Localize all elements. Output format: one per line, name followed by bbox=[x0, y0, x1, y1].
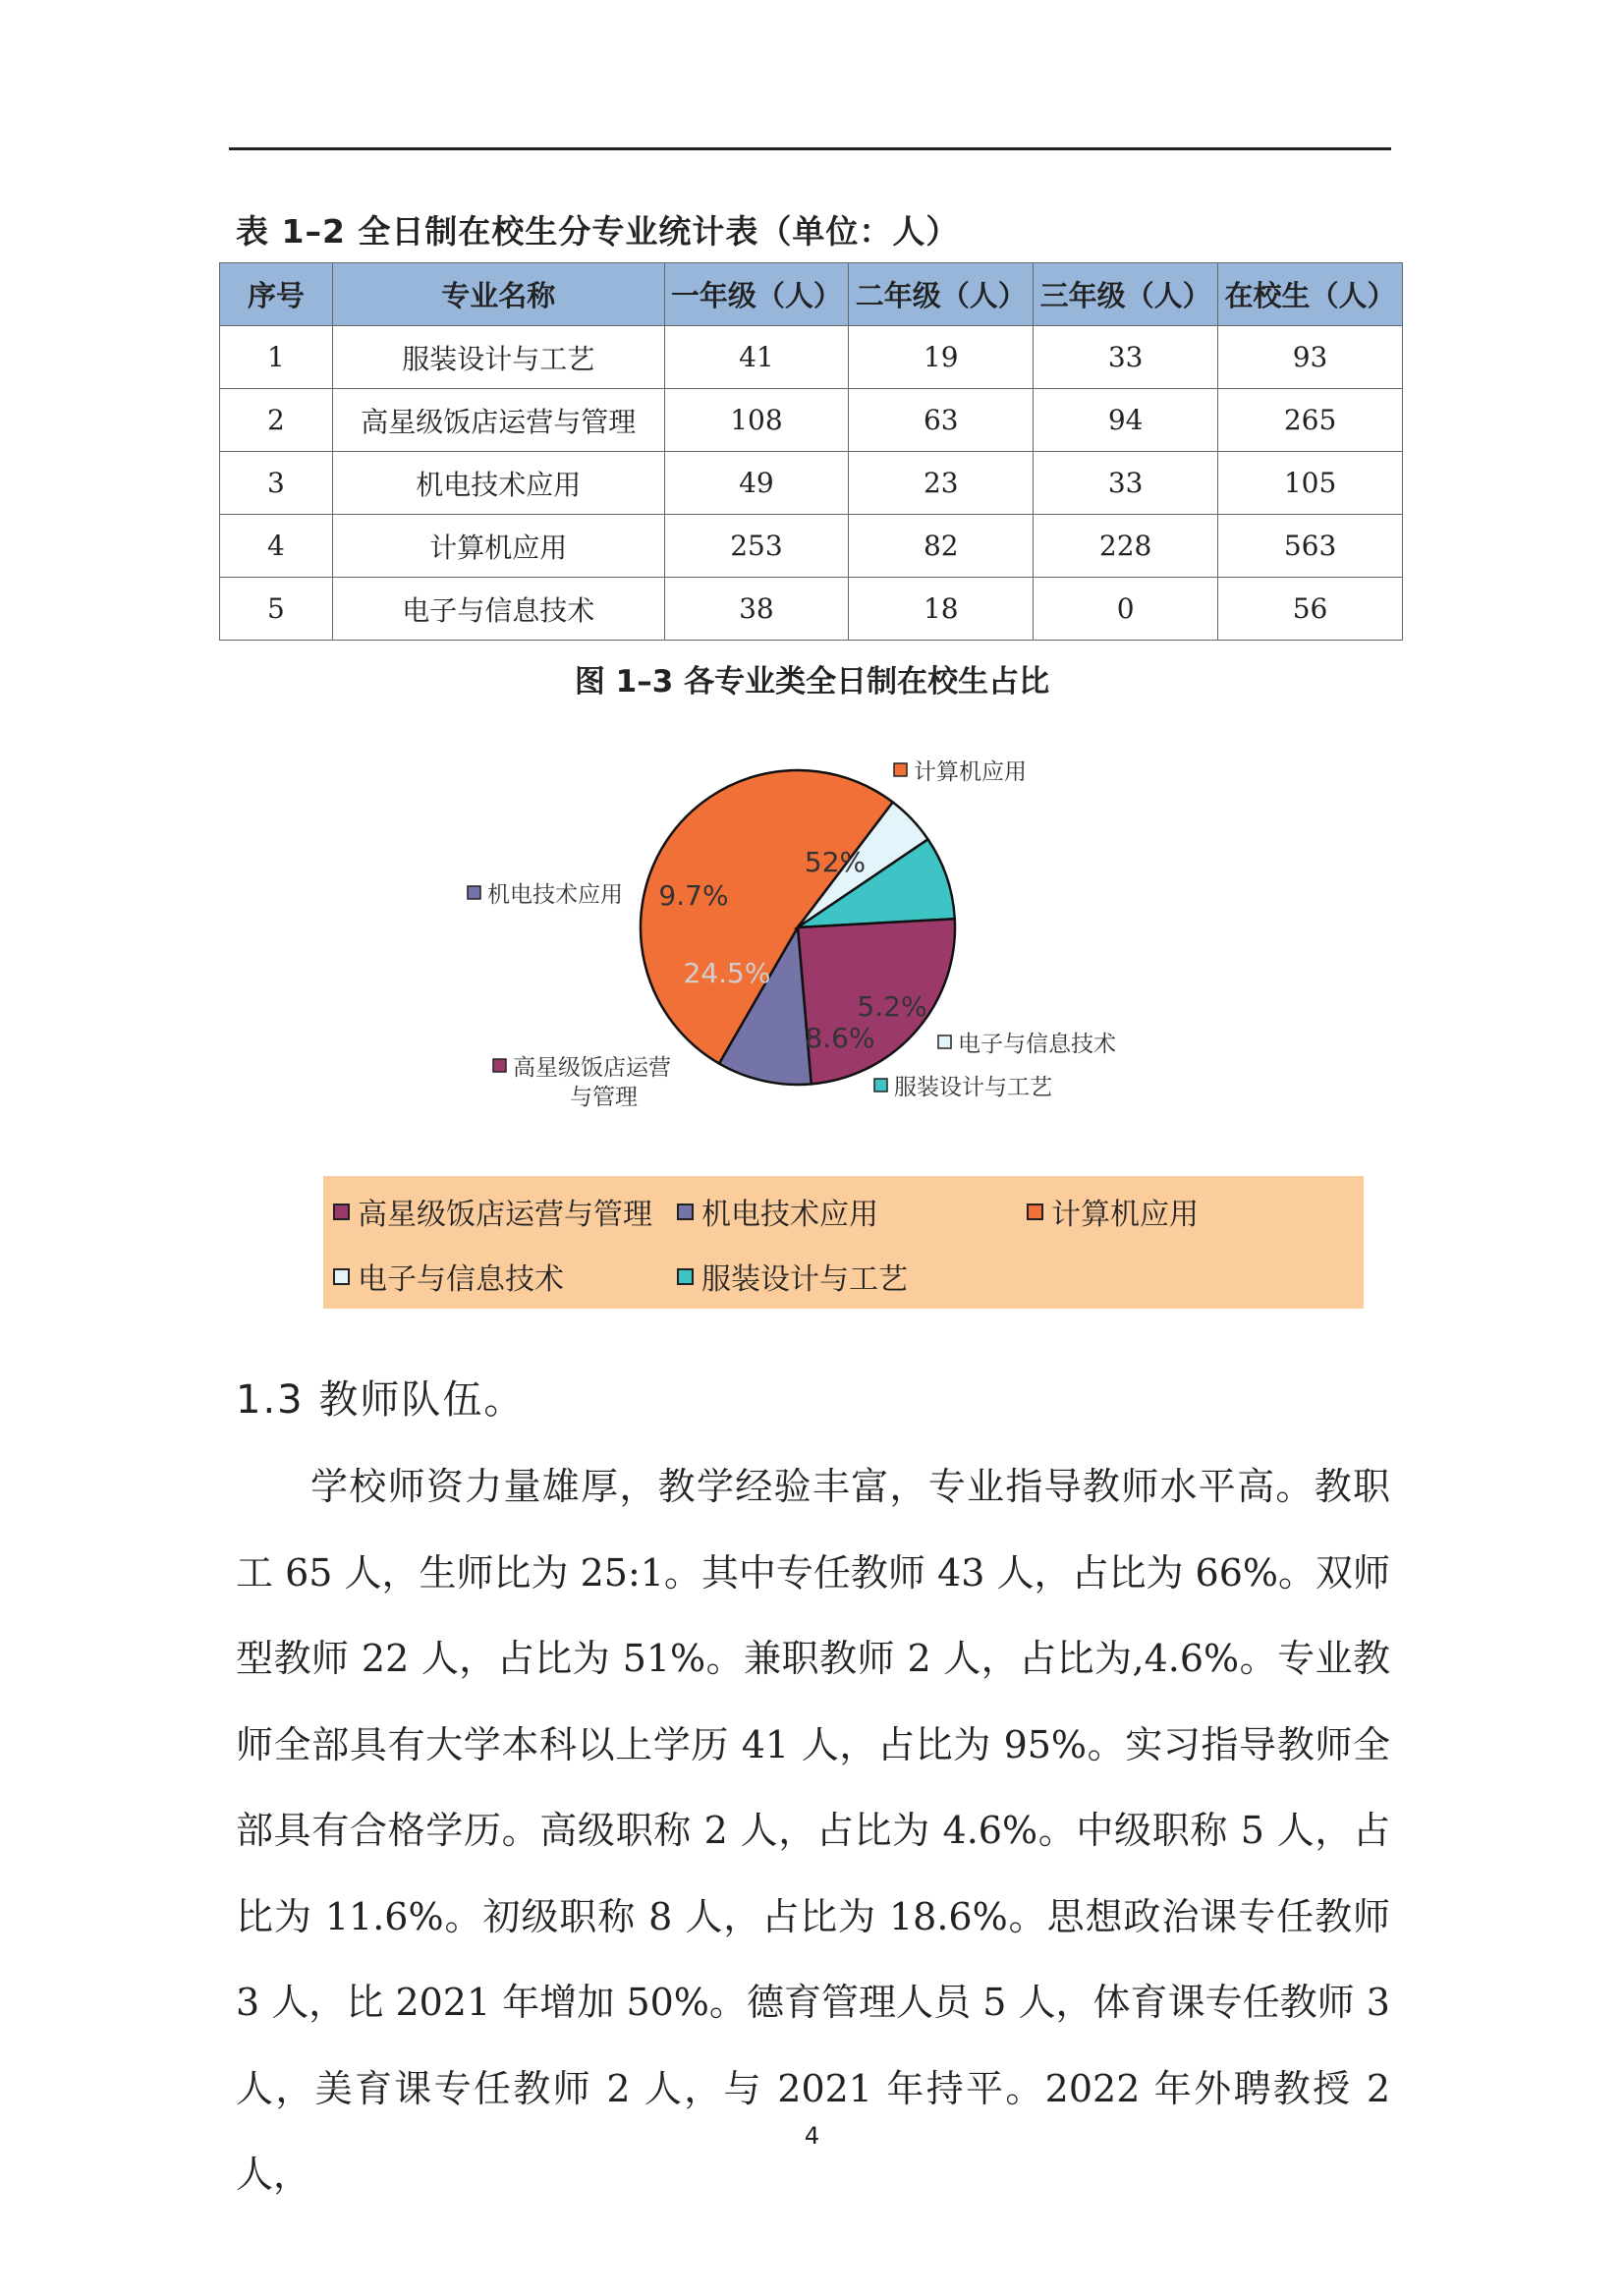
callout-swatch bbox=[493, 1059, 506, 1072]
header-index: 序号 bbox=[220, 263, 333, 326]
section-paragraph: 学校师资力量雄厚，教学经验丰富，专业指导教师水平高。教职工 65 人，生师比为 25:1。其中专任教师 43 人，占比为 66%。双师型教师 22 人，占比为 51%。兼职教师 2 人，占比为,4.6%。专业教师全部具有大学本科以上学历 41 人，占比为 95%。实习指导教师全部具有合格学历。高级职称 2 人，占比为 4.6%。中级职称 5 人，占比为 11.6%。初级职称 8 人，占比为 18.6%。思想政治课专任教师 3 人，比 2021 年增加 50%。德育管理人员 5 人，体育课专任教师 3 人，美育课专任教师 2 人，与 2021 年持平。2022 年外聘教授 2 人， bbox=[236, 1465, 1390, 2196]
slice-callout-label: 高星级饭店运营与管理 bbox=[513, 1055, 671, 1110]
cell-grade1: 38 bbox=[664, 578, 849, 641]
header-grade2: 二年级（人） bbox=[849, 263, 1034, 326]
legend-item-mechatronics bbox=[677, 1190, 878, 1233]
slice-callout-label: 机电技术应用 bbox=[487, 882, 623, 908]
callout-swatch bbox=[894, 763, 907, 776]
cell-total: 105 bbox=[1218, 452, 1403, 515]
cell-grade1: 253 bbox=[664, 515, 849, 578]
slice-percent-label: 52% bbox=[804, 846, 867, 878]
slice-callout-label: 计算机应用 bbox=[914, 759, 1027, 785]
header-major: 专业名称 bbox=[332, 263, 664, 326]
table-row bbox=[220, 578, 1403, 641]
cell-major: 机电技术应用 bbox=[332, 452, 664, 515]
cell-total: 265 bbox=[1218, 389, 1403, 452]
table-row bbox=[220, 515, 1403, 578]
cell-grade2: 82 bbox=[849, 515, 1034, 578]
cell-index: 1 bbox=[220, 326, 333, 389]
cell-total: 563 bbox=[1218, 515, 1403, 578]
legend-item-computer bbox=[1027, 1190, 1199, 1233]
page-number: 4 bbox=[804, 2122, 820, 2150]
cell-grade3: 0 bbox=[1034, 578, 1218, 641]
header-rule bbox=[229, 147, 1391, 150]
legend-swatch bbox=[333, 1268, 350, 1285]
header-total: 在校生（人） bbox=[1218, 263, 1403, 326]
cell-grade3: 33 bbox=[1034, 452, 1218, 515]
enrollment-table bbox=[219, 262, 1403, 641]
cell-grade3: 228 bbox=[1034, 515, 1218, 578]
legend-swatch bbox=[677, 1268, 694, 1285]
cell-major: 电子与信息技术 bbox=[332, 578, 664, 641]
table-header-row bbox=[220, 263, 1403, 326]
cell-grade3: 33 bbox=[1034, 326, 1218, 389]
legend-item-fashion bbox=[677, 1255, 908, 1298]
callout-swatch bbox=[468, 886, 480, 899]
legend-swatch bbox=[677, 1204, 694, 1220]
slice-percent-label: 8.6% bbox=[805, 1022, 875, 1054]
legend-label: 电子与信息技术 bbox=[358, 1262, 564, 1297]
legend-label: 高星级饭店运营与管理 bbox=[358, 1198, 652, 1232]
cell-index: 4 bbox=[220, 515, 333, 578]
slice-callout-label: 电子与信息技术 bbox=[958, 1032, 1116, 1057]
cell-grade2: 18 bbox=[849, 578, 1034, 641]
legend-item-hotel bbox=[333, 1190, 652, 1233]
cell-index: 3 bbox=[220, 452, 333, 515]
callout-swatch bbox=[938, 1036, 951, 1048]
cell-grade1: 41 bbox=[664, 326, 849, 389]
cell-total: 56 bbox=[1218, 578, 1403, 641]
legend-label: 机电技术应用 bbox=[701, 1198, 878, 1232]
slice-callout-label: 服装设计与工艺 bbox=[894, 1075, 1052, 1100]
slice-percent-label: 24.5% bbox=[683, 957, 771, 989]
cell-grade2: 23 bbox=[849, 452, 1034, 515]
figure-title: 图 1–3 各专业类全日制在校生占比 bbox=[574, 664, 1050, 700]
cell-grade2: 63 bbox=[849, 389, 1034, 452]
slice-percent-label: 5.2% bbox=[857, 990, 927, 1023]
slice-percent-label: 9.7% bbox=[658, 879, 729, 912]
legend-swatch bbox=[1027, 1204, 1043, 1220]
header-grade3: 三年级（人） bbox=[1034, 263, 1218, 326]
cell-grade1: 108 bbox=[664, 389, 849, 452]
table-title: 表 1–2 全日制在校生分专业统计表（单位：人） bbox=[236, 212, 960, 251]
cell-grade3: 94 bbox=[1034, 389, 1218, 452]
cell-major: 高星级饭店运营与管理 bbox=[332, 389, 664, 452]
legend-item-electronics bbox=[333, 1255, 564, 1298]
cell-index: 2 bbox=[220, 389, 333, 452]
chart-legend bbox=[323, 1176, 1364, 1309]
pie-chart bbox=[0, 688, 1624, 1159]
cell-index: 5 bbox=[220, 578, 333, 641]
legend-label: 服装设计与工艺 bbox=[701, 1262, 908, 1297]
table-row bbox=[220, 452, 1403, 515]
header-grade1: 一年级（人） bbox=[664, 263, 849, 326]
legend-swatch bbox=[333, 1204, 350, 1220]
cell-total: 93 bbox=[1218, 326, 1403, 389]
callout-swatch bbox=[874, 1079, 887, 1092]
table-row bbox=[220, 326, 1403, 389]
cell-grade1: 49 bbox=[664, 452, 849, 515]
cell-major: 计算机应用 bbox=[332, 515, 664, 578]
section-heading: 1.3 教师队伍。 bbox=[236, 1377, 526, 1423]
cell-major: 服装设计与工艺 bbox=[332, 326, 664, 389]
cell-grade2: 19 bbox=[849, 326, 1034, 389]
table-row bbox=[220, 389, 1403, 452]
legend-label: 计算机应用 bbox=[1051, 1198, 1199, 1232]
